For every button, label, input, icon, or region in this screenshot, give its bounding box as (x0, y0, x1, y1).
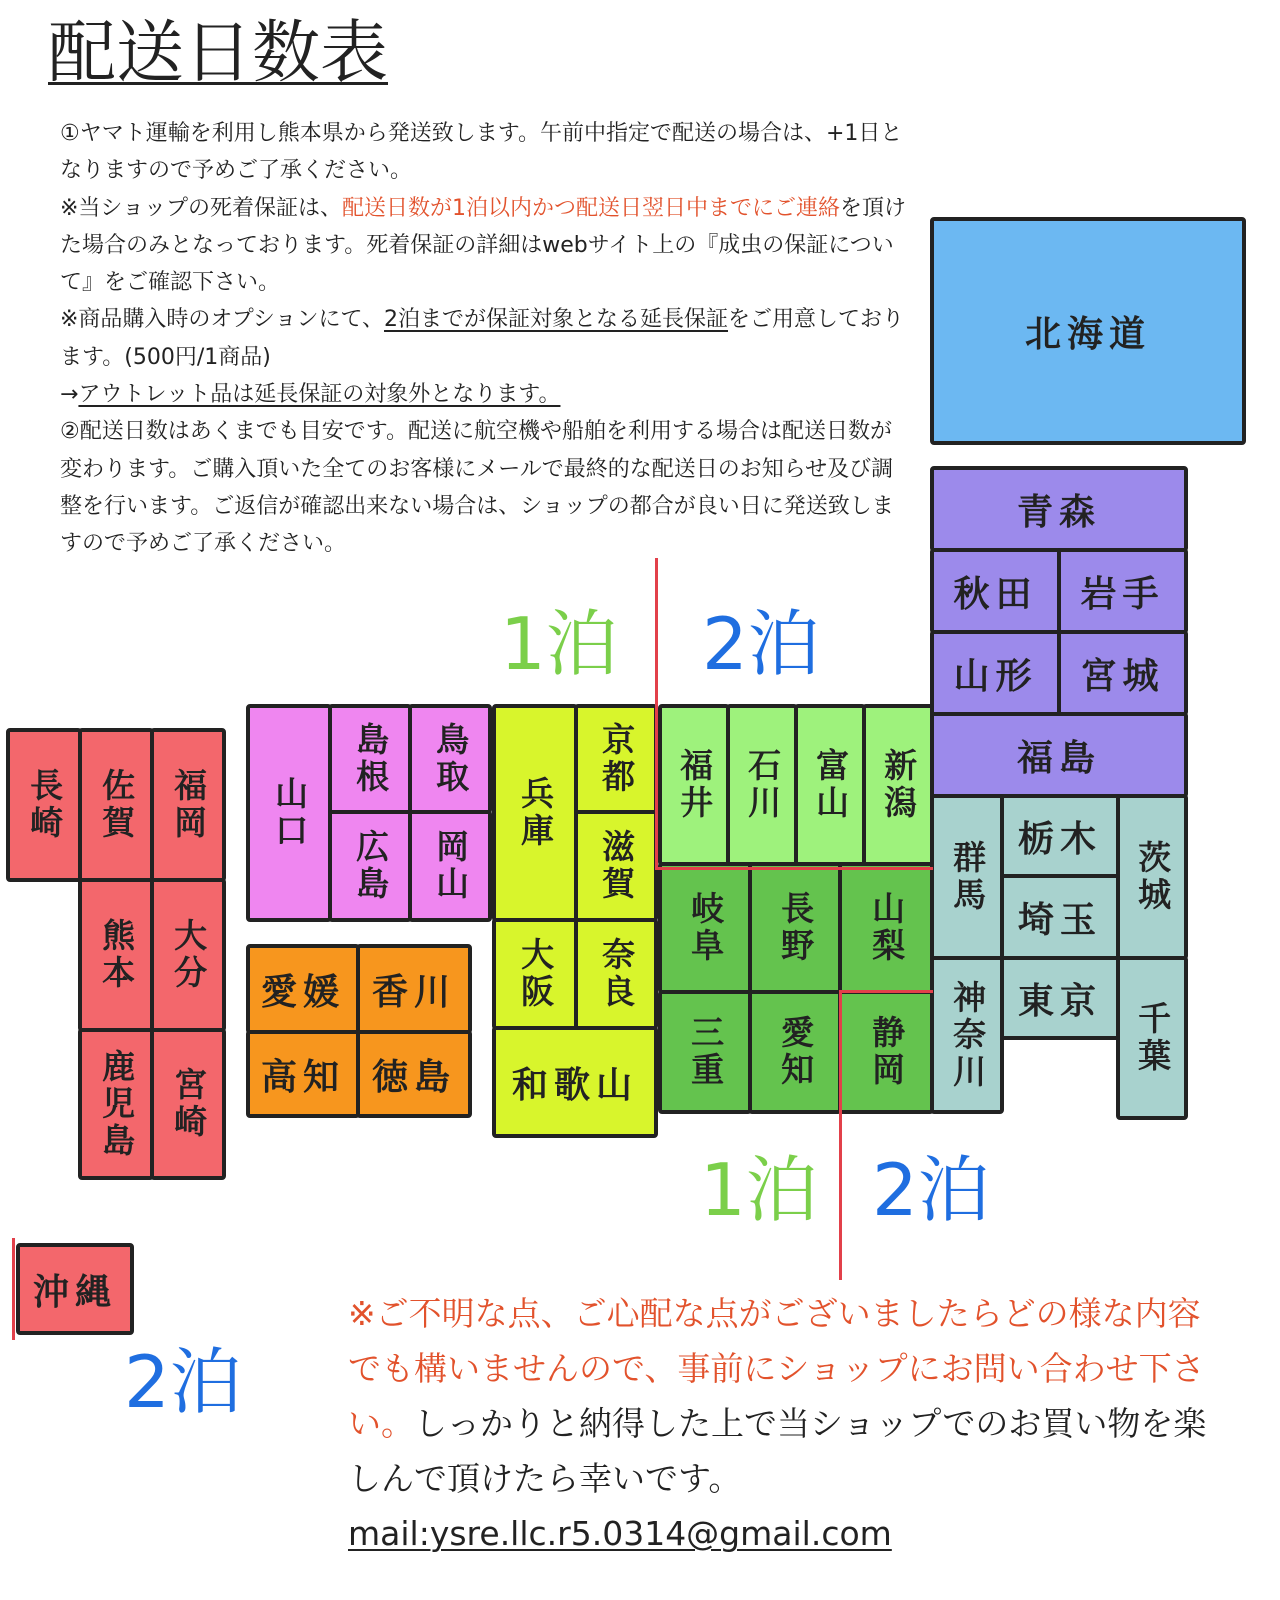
region-miyagi (1057, 630, 1188, 716)
lower-divider-vertical (839, 990, 842, 1280)
region-kochi (246, 1030, 360, 1118)
label-yamaguchi: 山口 (270, 776, 310, 850)
region-miyazaki (150, 1028, 226, 1180)
region-hokkaido (930, 217, 1246, 445)
note-guarantee (60, 190, 910, 302)
note-extended-post: をご用意しております。(500円/1商品) (60, 307, 905, 370)
upper-one-night-label: 1泊 (500, 602, 618, 686)
label-akita: 秋田 (953, 573, 1038, 615)
region-gifu (658, 862, 752, 994)
region-shiga (574, 810, 658, 922)
footer-mail[interactable] (348, 1506, 1208, 1561)
region-niigata (862, 704, 934, 866)
region-gunma (930, 794, 1004, 960)
label-iwate: 岩手 (1080, 573, 1165, 615)
label-kyoto: 京都 (597, 722, 637, 796)
label-osaka: 大阪 (516, 937, 556, 1011)
footer-notice (348, 1286, 1208, 1561)
label-okayama: 岡山 (431, 829, 471, 903)
region-okayama (408, 810, 492, 922)
label-saitama: 埼玉 (1017, 899, 1102, 941)
region-yamagata (930, 630, 1061, 716)
label-wakayama: 和歌山 (511, 1064, 638, 1106)
upper-divider-horizontal (655, 867, 933, 870)
label-nagano: 長野 (776, 891, 816, 965)
note-guarantee-condition: 配送日数が1泊以内かつ配送日翌日中までにご連絡 (342, 195, 840, 221)
note-guarantee-post: を頂けた場合のみとなっております。死着保証の詳細はwebサイト上の『成虫の保証について』をご確認下さい。 (60, 195, 907, 296)
region-fukui (658, 704, 730, 866)
label-tottori: 鳥取 (431, 722, 471, 796)
label-tokushima: 徳島 (371, 1056, 456, 1098)
shipping-notes (60, 115, 910, 563)
region-hiroshima (328, 810, 412, 922)
label-kagawa: 香川 (371, 971, 456, 1013)
footer-inquiry-red: ※ご不明な点、ご心配な点がございましたらどの様な内容でも構いませんので、事前にショップにお問い合わせ下さい。 (348, 1294, 1205, 1443)
label-nara: 奈良 (597, 937, 637, 1011)
lower-divider-horizontal (839, 990, 933, 993)
note-extended-guarantee (60, 301, 910, 376)
region-kagawa (356, 944, 472, 1034)
label-yamagata: 山形 (953, 655, 1038, 697)
label-ehime: 愛媛 (260, 971, 345, 1013)
region-yamaguchi (246, 704, 332, 922)
region-kyoto (574, 704, 658, 814)
footer-text (348, 1286, 1208, 1506)
region-akita (930, 548, 1061, 634)
region-nagasaki (6, 728, 82, 882)
label-shiga: 滋賀 (597, 829, 637, 903)
region-osaka (492, 918, 578, 1030)
region-kumamoto (78, 878, 154, 1032)
region-oita (150, 878, 226, 1032)
label-tokyo: 東京 (1017, 980, 1102, 1022)
label-kagoshima: 鹿児島 (97, 1048, 137, 1160)
label-hokkaido: 北海道 (1024, 313, 1151, 355)
upper-divider-vertical (655, 558, 658, 870)
region-saitama (1000, 874, 1120, 960)
label-aichi: 愛知 (776, 1015, 816, 1089)
label-gunma: 群馬 (948, 840, 988, 914)
arrow-icon: → (60, 382, 79, 408)
label-fukuoka: 福岡 (169, 768, 209, 842)
region-shimane (328, 704, 412, 814)
label-shizuoka: 静岡 (867, 1015, 907, 1089)
region-aomori (930, 466, 1188, 552)
lower-two-nights-label: 2泊 (872, 1148, 990, 1232)
note-extended-pre: ※商品購入時のオプションにて、 (60, 307, 385, 333)
region-saga (78, 728, 154, 882)
region-ishikawa (726, 704, 798, 866)
label-nagasaki: 長崎 (25, 768, 65, 842)
label-miyagi: 宮城 (1080, 655, 1165, 697)
page-title: 配送日数表 (48, 14, 389, 93)
label-kanagawa: 神奈川 (948, 979, 988, 1091)
label-ishikawa: 石川 (743, 748, 783, 822)
note-estimate: ②配送日数はあくまでも目安です。配送に航空機や船舶を利用する場合は配送日数が変わります。ご購入頂いた全てのお客様にメールで最終的な配送日のお知らせ及び調整を行います。ご返信が確認出来ない場合は、ショップの都合が良い日に発送致しますので予めご了承ください。 (60, 419, 894, 557)
region-kanagawa (930, 956, 1004, 1114)
label-miyazaki: 宮崎 (169, 1067, 209, 1141)
label-oita: 大分 (169, 918, 209, 992)
note-extended-highlight: 2泊までが保証対象となる延長保証 (384, 307, 729, 333)
region-aichi (748, 990, 842, 1114)
label-niigata: 新潟 (879, 748, 919, 822)
region-mie (658, 990, 752, 1114)
label-kochi: 高知 (260, 1056, 345, 1098)
label-okinawa: 沖縄 (32, 1271, 117, 1313)
footer-thanks: しっかりと納得した上で当ショップでのお買い物を楽しんで頂けたら幸いです。 (348, 1404, 1207, 1498)
note-outlet-text: アウトレット品は延長保証の対象外となります。 (78, 382, 561, 408)
label-hiroshima: 広島 (351, 829, 391, 903)
label-chiba: 千葉 (1133, 1001, 1173, 1075)
upper-two-nights-label: 2泊 (702, 602, 820, 686)
label-saga: 佐賀 (97, 768, 137, 842)
region-wakayama (492, 1026, 658, 1138)
note-delivery-origin: ①ヤマト運輸を利用し熊本県から発送致します。午前中指定で配送の場合は、+1日となりますので予めご了承ください。 (60, 121, 903, 184)
region-ibaraki (1116, 794, 1188, 960)
region-tokyo (1000, 956, 1120, 1040)
label-toyama: 富山 (811, 748, 851, 822)
lower-one-night-label: 1泊 (700, 1148, 818, 1232)
region-hyogo (492, 704, 578, 922)
label-kumamoto: 熊本 (97, 918, 137, 992)
label-aomori: 青森 (1016, 491, 1101, 533)
okinawa-divider (12, 1238, 15, 1340)
region-tottori (408, 704, 492, 814)
region-fukushima (930, 712, 1188, 798)
region-okinawa (16, 1243, 134, 1335)
region-kagoshima (78, 1028, 154, 1180)
note-guarantee-pre: ※当ショップの死着保証は、 (60, 195, 342, 221)
region-nagano (748, 862, 842, 994)
region-nara (574, 918, 658, 1030)
region-ehime (246, 944, 360, 1034)
region-fukuoka (150, 728, 226, 882)
label-gifu: 岐阜 (686, 891, 726, 965)
region-toyama (794, 704, 866, 866)
label-fukushima: 福島 (1016, 737, 1101, 779)
label-yamanashi: 山梨 (867, 891, 907, 965)
okinawa-two-nights-label: 2泊 (124, 1340, 242, 1424)
label-shimane: 島根 (351, 722, 391, 796)
label-hyogo: 兵庫 (516, 776, 556, 850)
region-shizuoka (838, 990, 934, 1114)
label-ibaraki: 茨城 (1133, 840, 1173, 914)
label-fukui: 福井 (675, 748, 715, 822)
label-tochigi: 栃木 (1017, 818, 1102, 860)
region-iwate (1057, 548, 1188, 634)
mail-link[interactable]: mail:ysre.llc.r5.0314@gmail.com (348, 1514, 892, 1553)
region-yamanashi (838, 862, 934, 994)
region-tokushima (356, 1030, 472, 1118)
label-mie: 三重 (686, 1015, 726, 1089)
region-chiba (1116, 956, 1188, 1120)
note-outlet (60, 376, 910, 413)
region-tochigi (1000, 794, 1120, 878)
